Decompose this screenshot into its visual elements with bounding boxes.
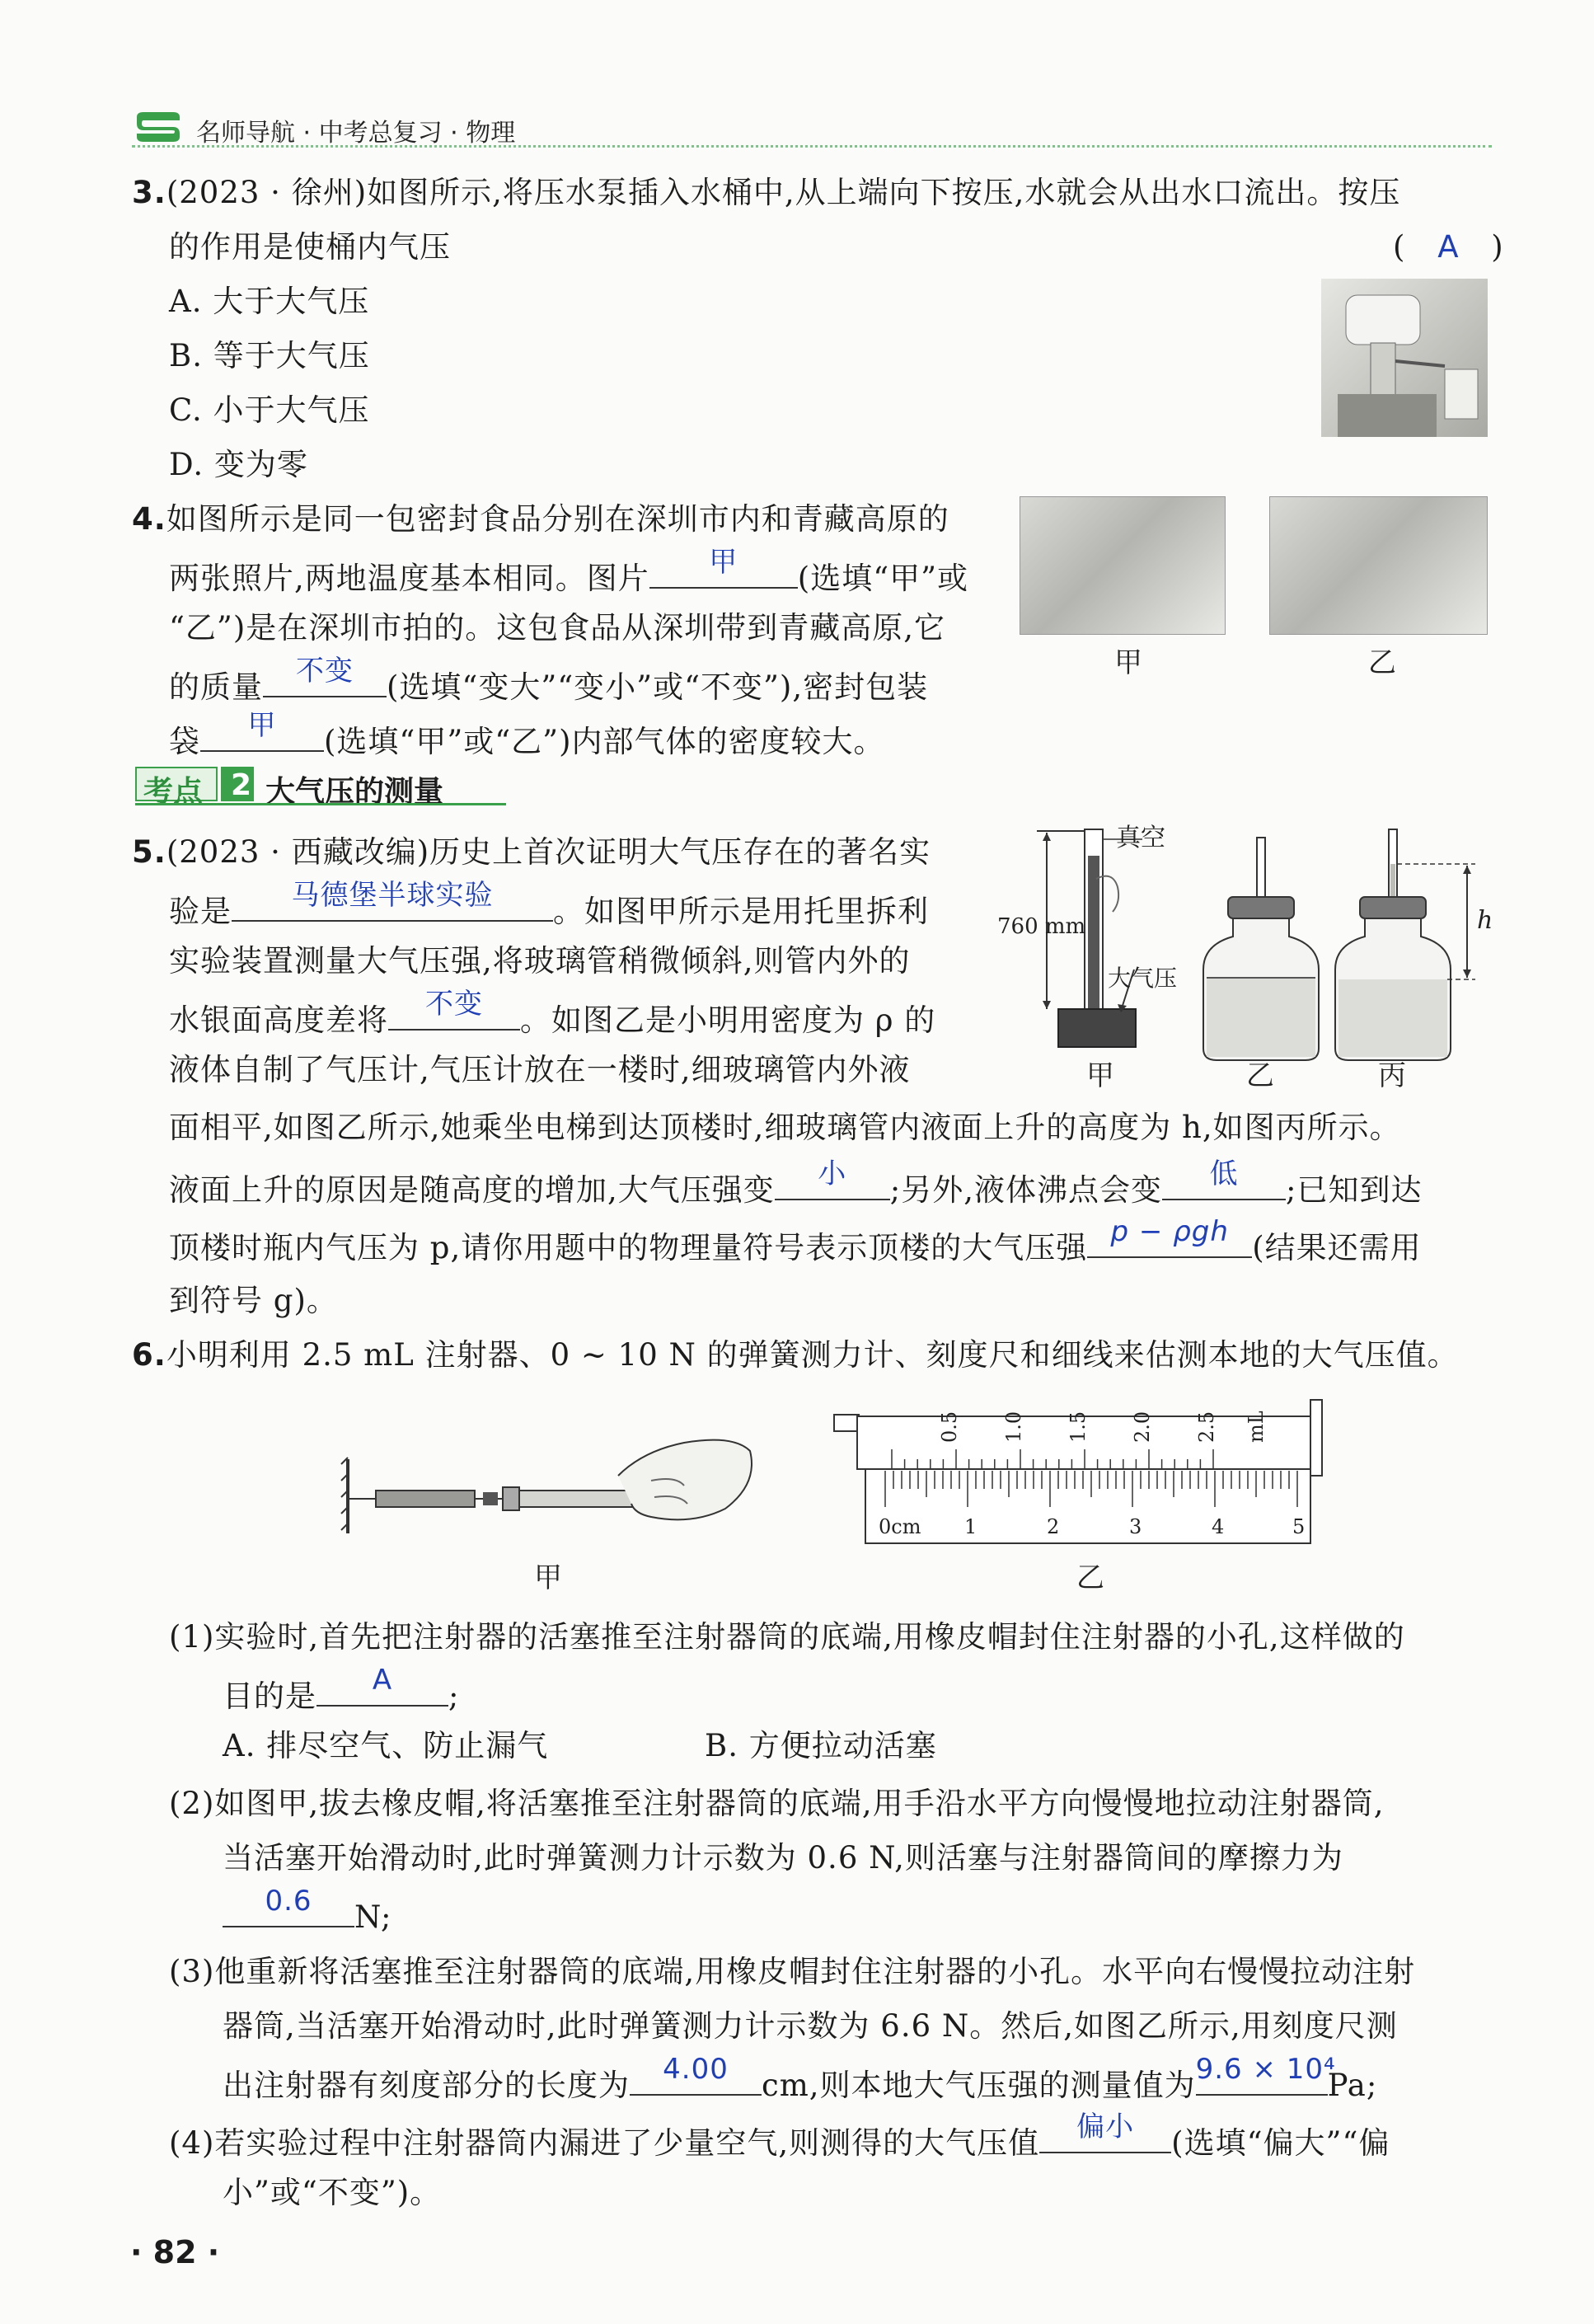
- q3-answer-paren: [1393, 228, 1504, 267]
- q4-stem-2b: (选填“甲”或: [797, 561, 969, 596]
- header-title: 名师导航 · 中考总复习 · 物理: [196, 119, 516, 148]
- q6-p2-line3: [223, 1885, 392, 1937]
- logo-icon: [132, 109, 185, 145]
- ruler-ml-unit: mL: [1245, 1411, 1268, 1443]
- q5-blank-5[interactable]: [1087, 1215, 1252, 1258]
- q4-line2: [169, 546, 969, 599]
- q6-p3-line1: (3)他重新将活塞推至注射器筒的底端,用橡皮帽封住注射器的小孔。水平向右慢慢拉动注射: [169, 1954, 1416, 1989]
- q6-p2-end: N;: [354, 1899, 392, 1935]
- q5-line2: [169, 879, 929, 932]
- q6-option-a: A. 排尽空气、防止漏气: [223, 1728, 549, 1763]
- barometer-bottle-yi: [1203, 838, 1319, 1060]
- q5-line7: [169, 1157, 1423, 1210]
- ruler-cm-3: 3: [1129, 1515, 1142, 1538]
- header-rule: [132, 145, 1492, 148]
- section-underline: [135, 803, 506, 805]
- q4-caption-jia: 甲: [1114, 646, 1142, 679]
- q5-stem-8b: (结果还需用: [1252, 1230, 1422, 1265]
- page-number: · 82 ·: [130, 2234, 220, 2270]
- q4-blank-2[interactable]: [263, 655, 387, 697]
- q5-line3: 实验装置测量大气压强,将玻璃管稍微倾斜,则管内外的: [169, 943, 911, 979]
- q6-blank-1[interactable]: [316, 1664, 448, 1707]
- q5-stem-7c: ;已知到达: [1286, 1172, 1423, 1208]
- q5-fig-vacuum: 真空: [1116, 824, 1165, 852]
- q6-figure-yi: [832, 1392, 1327, 1548]
- q6-p1-end: ;: [448, 1678, 460, 1714]
- q6-figure-jia: [338, 1418, 767, 1550]
- q5-blank-3[interactable]: [775, 1157, 890, 1200]
- q6-p4-stem: (4)若实验过程中注射器筒内漏进了少量空气,则测得的大气压值: [169, 2125, 1040, 2161]
- header: [132, 109, 1492, 148]
- q5-stem-2b: 。如图甲所示是用托里拆利: [553, 894, 929, 929]
- q3-option-d: D. 变为零: [169, 447, 308, 482]
- q6-p2-line1: (2)如图甲,拔去橡皮帽,将活塞推至注射器筒的底端,用手沿水平方向慢慢地拉动注射器筒,: [169, 1786, 1385, 1821]
- q3-line2: [169, 228, 451, 267]
- q4-stem-4: 的质量: [169, 669, 263, 705]
- q3-pump-photo: [1321, 279, 1488, 437]
- q6-option-b: B. 方便拉动活塞: [705, 1728, 937, 1763]
- q4-answer-3: 甲: [247, 709, 277, 742]
- ruler-cm-2: 2: [1047, 1515, 1060, 1538]
- section-heading: [135, 767, 506, 809]
- q6-p2-line2: 当活塞开始滑动时,此时弹簧测力计示数为 0.6 N,则活塞与注射器筒间的摩擦力为: [223, 1840, 1343, 1876]
- barometer-bottle-bing: [1335, 829, 1475, 1060]
- q5-fig-cap-bing: 丙: [1378, 1059, 1406, 1092]
- q5-stem-7b: ;另外,液体沸点会变: [889, 1172, 1162, 1208]
- q6-blank-4[interactable]: [1195, 2053, 1336, 2096]
- q6-caption-jia: 甲: [534, 1561, 562, 1594]
- q3-stem-1: (2023 · 徐州)如图所示,将压水泵插入水桶中,从上端向下按压,水就会从出水口流出。按压: [166, 175, 1401, 210]
- paren-open: (: [1393, 229, 1406, 265]
- q6-p3-line2: 器筒,当活塞开始滑动时,此时弹簧测力计示数为 6.6 N。然后,如图乙所示,用刻度尺测: [223, 2008, 1398, 2044]
- q6-answer-3: 4.00: [663, 2053, 729, 2086]
- ruler-cm-1: 1: [964, 1515, 977, 1538]
- q6-stem-1: 小明利用 2.5 mL 注射器、0 ~ 10 N 的弹簧测力计、刻度尺和细线来估测本地的大气压值。: [166, 1337, 1459, 1373]
- q5-answer-3: 小: [818, 1157, 847, 1190]
- q5-answer-2: 不变: [425, 988, 483, 1021]
- q5-blank-1[interactable]: [232, 879, 553, 922]
- q6-p3-stem2: cm,则本地大气压强的测量值为: [762, 2068, 1196, 2103]
- q5-stem-4: 水银面高度差将: [169, 1002, 388, 1038]
- q5-line4: [169, 988, 936, 1040]
- q4-line3: “乙”)是在深圳市拍的。这包食品从深圳带到青藏高原,它: [169, 610, 946, 646]
- q6-p4-line1: [169, 2110, 1390, 2163]
- q5-line1: [132, 833, 931, 872]
- q5-answer-5: p − ρgh: [1110, 1215, 1229, 1248]
- q3-answer: A: [1437, 229, 1460, 265]
- q6-p3-line3: [223, 2053, 1378, 2106]
- q5-line6: 面相平,如图乙所示,她乘坐电梯到达顶楼时,细玻璃管内液面上升的高度为 h,如图丙所示。: [169, 1110, 1401, 1145]
- q3-line1: [132, 173, 1400, 213]
- q5-line8: [169, 1215, 1422, 1268]
- q6-blank-5[interactable]: [1039, 2110, 1171, 2153]
- q5-fig-atm: 大气压: [1108, 965, 1178, 992]
- q4-caption-yi: 乙: [1368, 646, 1396, 679]
- q4-blank-1[interactable]: [649, 546, 798, 589]
- ruler-ml-1-5: 1.5: [1067, 1411, 1090, 1443]
- q5-line5: 液体自制了气压计,气压计放在一楼时,细玻璃管内外液: [169, 1052, 911, 1087]
- ruler-ml-2-0: 2.0: [1131, 1411, 1154, 1443]
- q4-answer-1: 甲: [709, 546, 738, 579]
- q4-photo-jia: [1020, 496, 1226, 635]
- ruler-ml-2-5: 2.5: [1195, 1411, 1218, 1443]
- q3-option-c: C. 小于大气压: [169, 392, 370, 428]
- q6-answer-5: 偏小: [1076, 2110, 1135, 2143]
- q6-p4-stem2: (选填“偏大”“偏: [1171, 2125, 1390, 2161]
- q6-p1-line2: [223, 1664, 460, 1716]
- section-title: 大气压的测量: [265, 775, 444, 809]
- ruler-cm-4: 4: [1212, 1515, 1225, 1538]
- q5-blank-4[interactable]: [1162, 1157, 1286, 1200]
- q6-answer-2: 0.6: [265, 1885, 312, 1918]
- q4-number: 4.: [132, 501, 166, 537]
- q5-number: 5.: [132, 834, 166, 870]
- section-label-text: 考点: [143, 775, 204, 809]
- q6-p1-stem: 目的是: [223, 1678, 316, 1714]
- q6-p3-stem: 出注射器有刻度部分的长度为: [223, 2068, 630, 2103]
- q5-fig-cap-jia: 甲: [1086, 1059, 1114, 1092]
- q6-p1-line1: (1)实验时,首先把注射器的活塞推至注射器筒的底端,用橡皮帽封住注射器的小孔,这样做的: [169, 1619, 1405, 1655]
- q4-blank-3[interactable]: [200, 709, 324, 752]
- paren-close: ): [1491, 229, 1504, 265]
- q5-fig-cap-yi: 乙: [1246, 1059, 1274, 1092]
- q6-p4-line2: 小”或“不变”)。: [223, 2175, 442, 2210]
- q6-caption-yi: 乙: [1076, 1561, 1104, 1594]
- q5-stem-4b: 。如图乙是小明用密度为 ρ 的: [520, 1002, 936, 1038]
- q4-photo-yi: [1269, 496, 1488, 635]
- q5-stem-8: 顶楼时瓶内气压为 p,请你用题中的物理量符号表示顶楼的大气压强: [169, 1230, 1088, 1265]
- q5-figure: [997, 821, 1500, 1093]
- q6-blank-3[interactable]: [630, 2053, 762, 2096]
- q4-stem-2: 两张照片,两地温度基本相同。图片: [169, 561, 649, 596]
- ruler-cm-5: 5: [1292, 1515, 1306, 1538]
- q5-stem-1: (2023 · 西藏改编)历史上首次证明大气压存在的著名实: [166, 834, 931, 870]
- q3-stem-2: 的作用是使桶内气压: [169, 229, 451, 265]
- q5-answer-4: 低: [1209, 1157, 1239, 1190]
- q4-stem-1: 如图所示是同一包密封食品分别在深圳市内和青藏高原的: [166, 501, 949, 537]
- q4-line4: [169, 655, 929, 707]
- q6-answer-1: A: [372, 1664, 393, 1697]
- q4-line1: [132, 500, 949, 539]
- q6-p3-end: Pa;: [1327, 2068, 1378, 2103]
- q5-fig-height: 760 mm: [997, 914, 1086, 939]
- ruler-cm-0: 0cm: [879, 1515, 921, 1538]
- q5-fig-h: h: [1477, 906, 1493, 935]
- q5-stem-2: 验是: [169, 894, 232, 929]
- ruler-ml-1-0: 1.0: [1002, 1411, 1025, 1443]
- q6-line1: [132, 1336, 1459, 1375]
- q4-stem-4b: (选填“变大”“变小”或“不变”),密封包装: [387, 669, 929, 705]
- q6-blank-2[interactable]: [223, 1885, 354, 1927]
- q5-stem-7: 液面上升的原因是随高度的增加,大气压强变: [169, 1172, 775, 1208]
- q3-option-a: A. 大于大气压: [169, 284, 370, 319]
- q3-number: 3.: [132, 175, 166, 210]
- q4-line5: [169, 709, 885, 762]
- ruler-ml-0-5: 0.5: [938, 1411, 961, 1443]
- q5-blank-2[interactable]: [388, 988, 520, 1031]
- q4-stem-5: 袋: [169, 724, 200, 759]
- q6-answer-4: 9.6 × 10⁴: [1195, 2053, 1336, 2086]
- q4-stem-5b: (选填“甲”或“乙”)内部气体的密度较大。: [324, 724, 885, 759]
- section-number: 2: [231, 768, 252, 802]
- q4-answer-2: 不变: [296, 655, 354, 688]
- q5-line9: 到符号 g)。: [169, 1283, 338, 1318]
- q6-number: 6.: [132, 1337, 166, 1373]
- q5-answer-1: 马德堡半球实验: [291, 879, 494, 912]
- q3-option-b: B. 等于大气压: [169, 338, 370, 373]
